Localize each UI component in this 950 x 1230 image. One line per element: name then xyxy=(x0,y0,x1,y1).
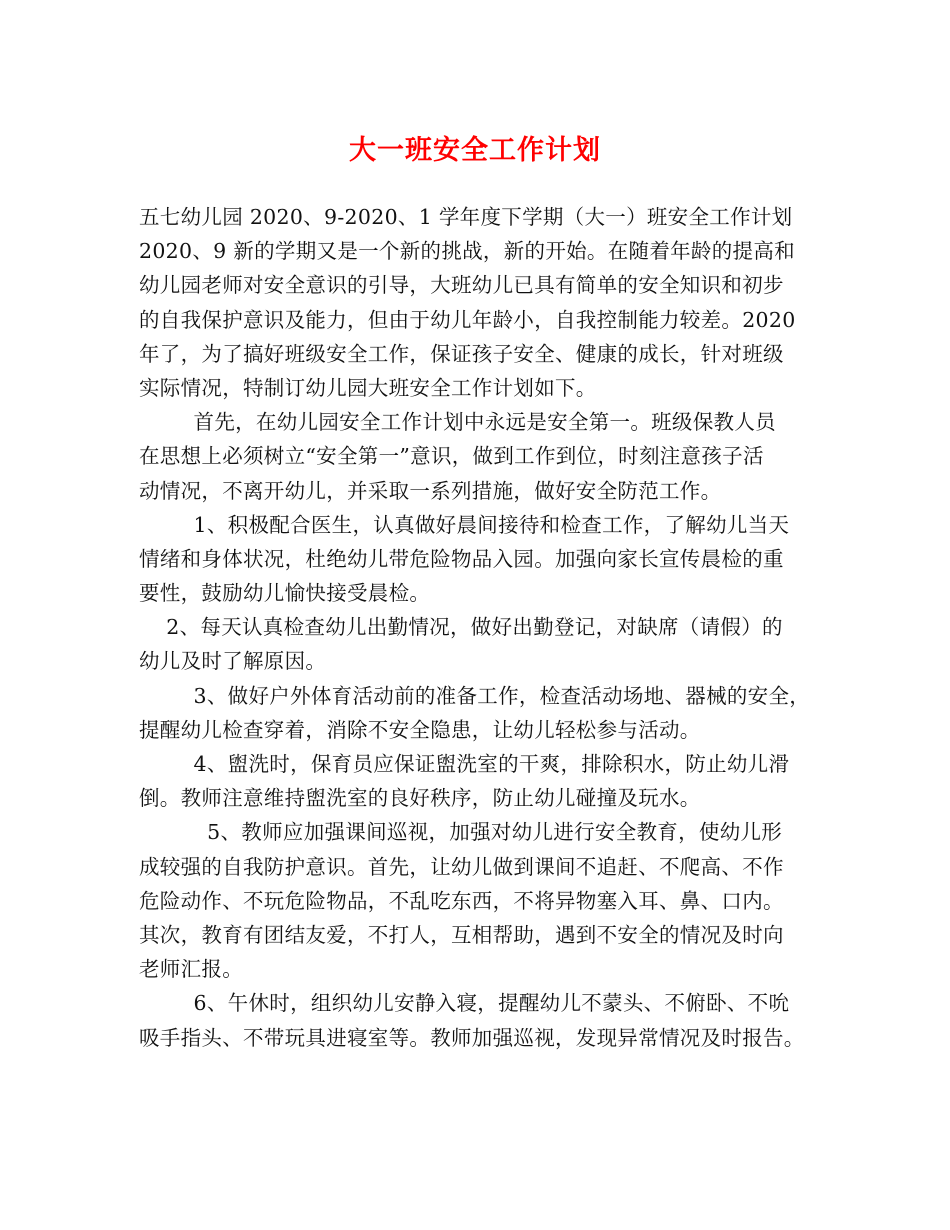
body-line: 情绪和身体状况，杜绝幼儿带危险物品入园。加强向家长宣传晨检的重 xyxy=(139,546,784,571)
body-line: 倒。教师注意维持盥洗室的良好秩序，防止幼儿碰撞及玩水。 xyxy=(139,786,701,811)
body-line: 动情况，不离开幼儿，并采取一系列措施，做好安全防范工作。 xyxy=(139,478,722,503)
body-line: 在思想上必须树立“安全第一”意识，做到工作到位，时刻注意孩子活 xyxy=(139,444,764,469)
body-line: 5、教师应加强课间巡视，加强对幼儿进行安全教育，使幼儿形 xyxy=(139,820,783,845)
body-line: 的自我保护意识及能力，但由于幼儿年龄小，自我控制能力较差。2020 xyxy=(139,307,796,332)
body-line: 年了，为了搞好班级安全工作，保证孩子安全、健康的成长，针对班级 xyxy=(139,341,784,366)
body-line: 4、盥洗时，保育员应保证盥洗室的干爽，排除积水，防止幼儿滑 xyxy=(139,752,790,776)
body-line: 成较强的自我防护意识。首先，让幼儿做到课间不追赶、不爬高、不作 xyxy=(139,854,784,879)
document-title: 大一班安全工作计划 xyxy=(349,135,601,166)
body-line: 提醒幼儿检查穿着，消除不安全隐患，让幼儿轻松参与活动。 xyxy=(139,717,701,742)
body-line: 要性，鼓励幼儿愉快接受晨检。 xyxy=(139,581,431,606)
body-line: 幼儿及时了解原因。 xyxy=(139,649,327,674)
body-line: 1、积极配合医生，认真做好晨间接待和检查工作，了解幼儿当天 xyxy=(139,512,790,537)
body-line: 五七幼儿园 2020、9-2020、1 学年度下学期（大一）班安全工作计划 xyxy=(139,205,793,229)
body-line: 老师汇报。 xyxy=(139,957,243,982)
body-line: 首先，在幼儿园安全工作计划中永远是安全第一。班级保教人员 xyxy=(139,410,776,435)
body-line: 幼儿园老师对安全意识的引导，大班幼儿已具有简单的安全知识和初步 xyxy=(139,273,784,298)
body-line: 危险动作、不玩危险物品，不乱吃东西，不将异物塞入耳、鼻、口内。 xyxy=(139,888,784,913)
body-line: 3、做好户外体育活动前的准备工作，检查活动场地、器械的安全， xyxy=(139,683,811,708)
body-line: 2020、9 新的学期又是一个新的挑战，新的开始。在随着年龄的提高和 xyxy=(139,239,795,264)
body-line: 2、每天认真检查幼儿出勤情况，做好出勤登记，对缺席（请假）的 xyxy=(139,615,783,640)
body-line: 实际情况，特制订幼儿园大班安全工作计划如下。 xyxy=(139,375,597,400)
body-line: 6、午休时，组织幼儿安静入寝，提醒幼儿不蒙头、不俯卧、不吮 xyxy=(139,991,790,1016)
body-line: 其次，教育有团结友爱，不打人，互相帮助，遇到不安全的情况及时向 xyxy=(139,922,784,947)
body-line: 吸手指头、不带玩具进寝室等。教师加强巡视，发现异常情况及时报告。 xyxy=(139,1025,805,1050)
document-body xyxy=(139,200,829,1055)
